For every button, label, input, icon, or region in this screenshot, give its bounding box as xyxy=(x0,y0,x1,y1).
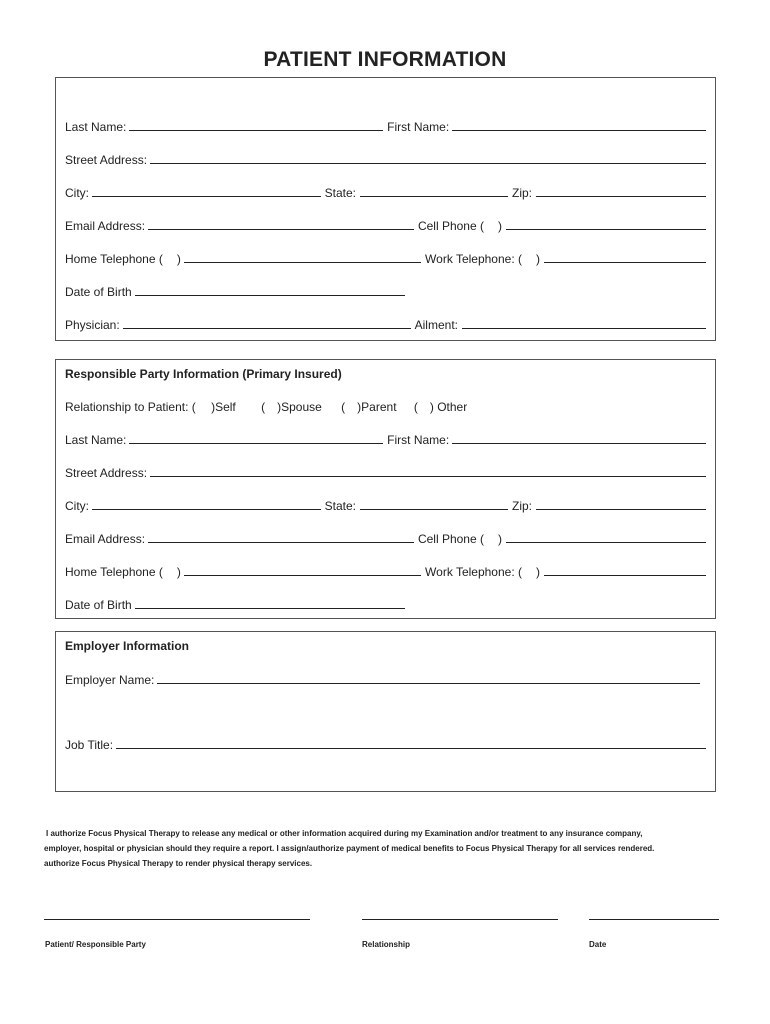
rp-dob-label: Date of Birth xyxy=(65,598,132,612)
authorization-line-2: employer, hospital or physician should they require a report. I assign/authorize payment of medical benefits to Focus Physical Therapy for all services rendered. xyxy=(44,844,655,853)
city-label: City: xyxy=(65,186,89,200)
date-signature-line[interactable] xyxy=(589,918,719,920)
city-field[interactable] xyxy=(92,195,321,197)
patient-signature-label: Patient/ Responsible Party xyxy=(45,940,146,949)
rp-cell-phone-label: Cell Phone ( xyxy=(417,532,484,546)
cell-phone-paren: ) xyxy=(498,219,502,233)
rp-zip-label: Zip: xyxy=(511,499,532,513)
rp-zip-field[interactable] xyxy=(536,508,706,510)
rp-cell-phone-field[interactable] xyxy=(506,541,706,543)
rp-first-name-label: First Name: xyxy=(387,433,450,447)
rp-cell-phone-paren: ) xyxy=(498,532,502,546)
rp-street-address-label: Street Address: xyxy=(65,466,148,480)
work-phone-paren: ) xyxy=(536,252,540,266)
email-label: Email Address: xyxy=(65,219,146,233)
home-phone-label: Home Telephone ( xyxy=(65,252,163,266)
work-phone-label: Work Telephone: ( xyxy=(425,252,522,266)
rp-last-name-field[interactable] xyxy=(129,442,383,444)
rp-home-phone-field[interactable] xyxy=(184,574,421,576)
state-field[interactable] xyxy=(360,195,508,197)
job-title-field[interactable] xyxy=(116,747,706,749)
dob-label: Date of Birth xyxy=(65,285,132,299)
rp-work-phone-paren: ) xyxy=(536,565,540,579)
employer-heading: Employer Information xyxy=(65,639,190,653)
work-phone-field[interactable] xyxy=(544,261,706,263)
street-address-field[interactable] xyxy=(150,162,706,164)
patient-signature-line[interactable] xyxy=(44,918,310,920)
state-label: State: xyxy=(324,186,356,200)
rp-home-phone-label: Home Telephone ( xyxy=(65,565,163,579)
authorization-text xyxy=(44,826,734,871)
ailment-field[interactable] xyxy=(462,327,706,329)
zip-label: Zip: xyxy=(511,186,532,200)
rp-email-label: Email Address: xyxy=(65,532,146,546)
rp-city-label: City: xyxy=(65,499,89,513)
email-field[interactable] xyxy=(148,228,414,230)
rp-state-field[interactable] xyxy=(360,508,508,510)
self-option: )Self xyxy=(211,400,236,414)
rp-city-field[interactable] xyxy=(92,508,321,510)
rp-work-phone-field[interactable] xyxy=(544,574,706,576)
rp-state-label: State: xyxy=(324,499,356,513)
other-option: ) Other xyxy=(429,400,468,414)
authorization-line-1: I authorize Focus Physical Therapy to release any medical or other information acquired during my Examination and/or treatment to any insurance company, xyxy=(46,829,643,838)
ailment-label: Ailment: xyxy=(414,318,458,332)
rp-work-phone-label: Work Telephone: ( xyxy=(425,565,522,579)
rp-last-name-label: Last Name: xyxy=(65,433,127,447)
employer-name-label: Employer Name: xyxy=(65,673,155,687)
rp-street-address-field[interactable] xyxy=(150,475,706,477)
rp-dob-field[interactable] xyxy=(135,607,405,609)
responsible-party-heading: Responsible Party Information (Primary Insured) xyxy=(65,367,342,381)
relationship-signature-line[interactable] xyxy=(362,918,558,920)
employer-name-field[interactable] xyxy=(157,682,700,684)
dob-field[interactable] xyxy=(135,294,405,296)
zip-field[interactable] xyxy=(536,195,706,197)
rp-email-field[interactable] xyxy=(148,541,414,543)
relationship-label: Relationship to Patient: ( xyxy=(65,400,196,414)
first-name-label: First Name: xyxy=(387,120,450,134)
spouse-option: )Spouse xyxy=(277,400,322,414)
physician-field[interactable] xyxy=(123,327,411,329)
last-name-field[interactable] xyxy=(129,129,383,131)
employer-box xyxy=(55,631,716,792)
responsible-party-box xyxy=(55,359,716,619)
rp-first-name-field[interactable] xyxy=(452,442,706,444)
relationship-signature-label: Relationship xyxy=(362,940,411,949)
rp-home-phone-paren: ) xyxy=(176,565,181,579)
first-name-field[interactable] xyxy=(452,129,706,131)
cell-phone-label: Cell Phone ( xyxy=(417,219,484,233)
authorization-line-3: authorize Focus Physical Therapy to render physical therapy services. xyxy=(44,859,313,868)
home-phone-field[interactable] xyxy=(184,261,421,263)
job-title-label: Job Title: xyxy=(65,738,114,752)
date-signature-label: Date xyxy=(589,940,607,949)
home-phone-paren: ) xyxy=(176,252,181,266)
cell-phone-field[interactable] xyxy=(506,228,706,230)
last-name-label: Last Name: xyxy=(65,120,127,134)
relationship-row: Relationship to Patient: ( )Self ( )Spouse ( )Parent ( ) Other xyxy=(65,400,468,414)
street-address-label: Street Address: xyxy=(65,153,148,167)
parent-option: )Parent xyxy=(357,400,397,414)
patient-info-box xyxy=(55,77,716,341)
page-title: PATIENT INFORMATION xyxy=(263,48,507,71)
physician-label: Physician: xyxy=(65,318,120,332)
